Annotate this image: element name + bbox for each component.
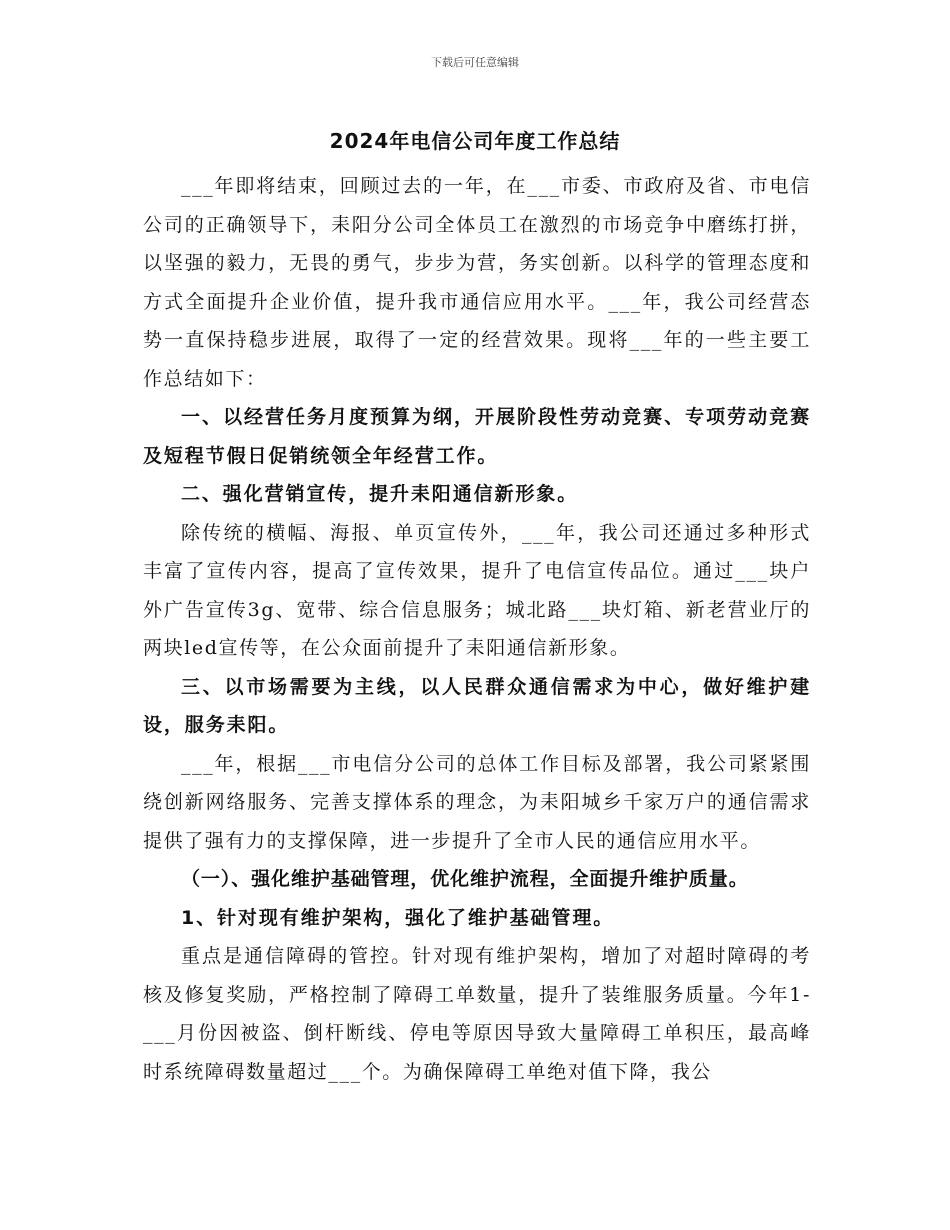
subsection-1-heading: （一）、强化维护基础管理，优化维护流程，全面提升维护质量。 xyxy=(181,868,749,890)
intro-paragraph: ___年即将结束，回顾过去的一年，在___市委、市政府及省、市电信公司的正确领导下，耒阳分公司全体员工在激烈的市场竞争中磨练打拼，以坚强的毅力，无畏的勇气，步步为营，务实创新。以科学的管理态度和方式全面提升企业价值，提升我市通信应用水平。___年，我公司经营态势一直保持稳步进展，取得了一定的经营效果。现将___年的一些主要工作总结如下： xyxy=(143,175,811,390)
section-3-heading: 三、以市场需要为主线，以人民群众通信需求为中心，做好维护建设，服务耒阳。 xyxy=(143,675,811,736)
section-2-paragraph: 除传统的横幅、海报、单页宣传外，___年，我公司还通过多种形式丰富了宣传内容，提高了宣传效果，提升了电信宣传品位。通过___块户外广告宣传3g、宽带、综合信息服务；城北路___块灯箱、新老营业厅的两块led宣传等，在公众面前提升了耒阳通信新形象。 xyxy=(143,521,811,659)
section-2-heading: 二、强化营销宣传，提升耒阳通信新形象。 xyxy=(181,483,579,505)
page-header-note: 下载后可任意编辑 xyxy=(431,56,519,69)
section-1-heading: 一、以经营任务月度预算为纲，开展阶段性劳动竞赛、专项劳动竞赛及短程节假日促销统领全年经营工作。 xyxy=(143,406,811,467)
item-1-heading: 1、针对现有维护架构，强化了维护基础管理。 xyxy=(181,906,615,929)
item-1-paragraph: 重点是通信障碍的管控。针对现有维护架构，增加了对超时障碍的考核及修复奖励，严格控制了障碍工单数量，提升了装维服务质量。今年1-___月份因被盗、倒杆断线、停电等原因导致大量障碍工单积压，最高峰时系统障碍数量超过___个。为确保障碍工单绝对值下降，我公 xyxy=(143,945,811,1083)
document-title: 2024年电信公司年度工作总结 xyxy=(329,129,621,153)
section-3-paragraph: ___年，根据___市电信分公司的总体工作目标及部署，我公司紧紧围绕创新网络服务、完善支撑体系的理念，为耒阳城乡千家万户的通信需求提供了强有力的支撑保障，进一步提升了全市人民的通信应用水平。 xyxy=(143,752,811,852)
document-body xyxy=(143,167,811,1091)
